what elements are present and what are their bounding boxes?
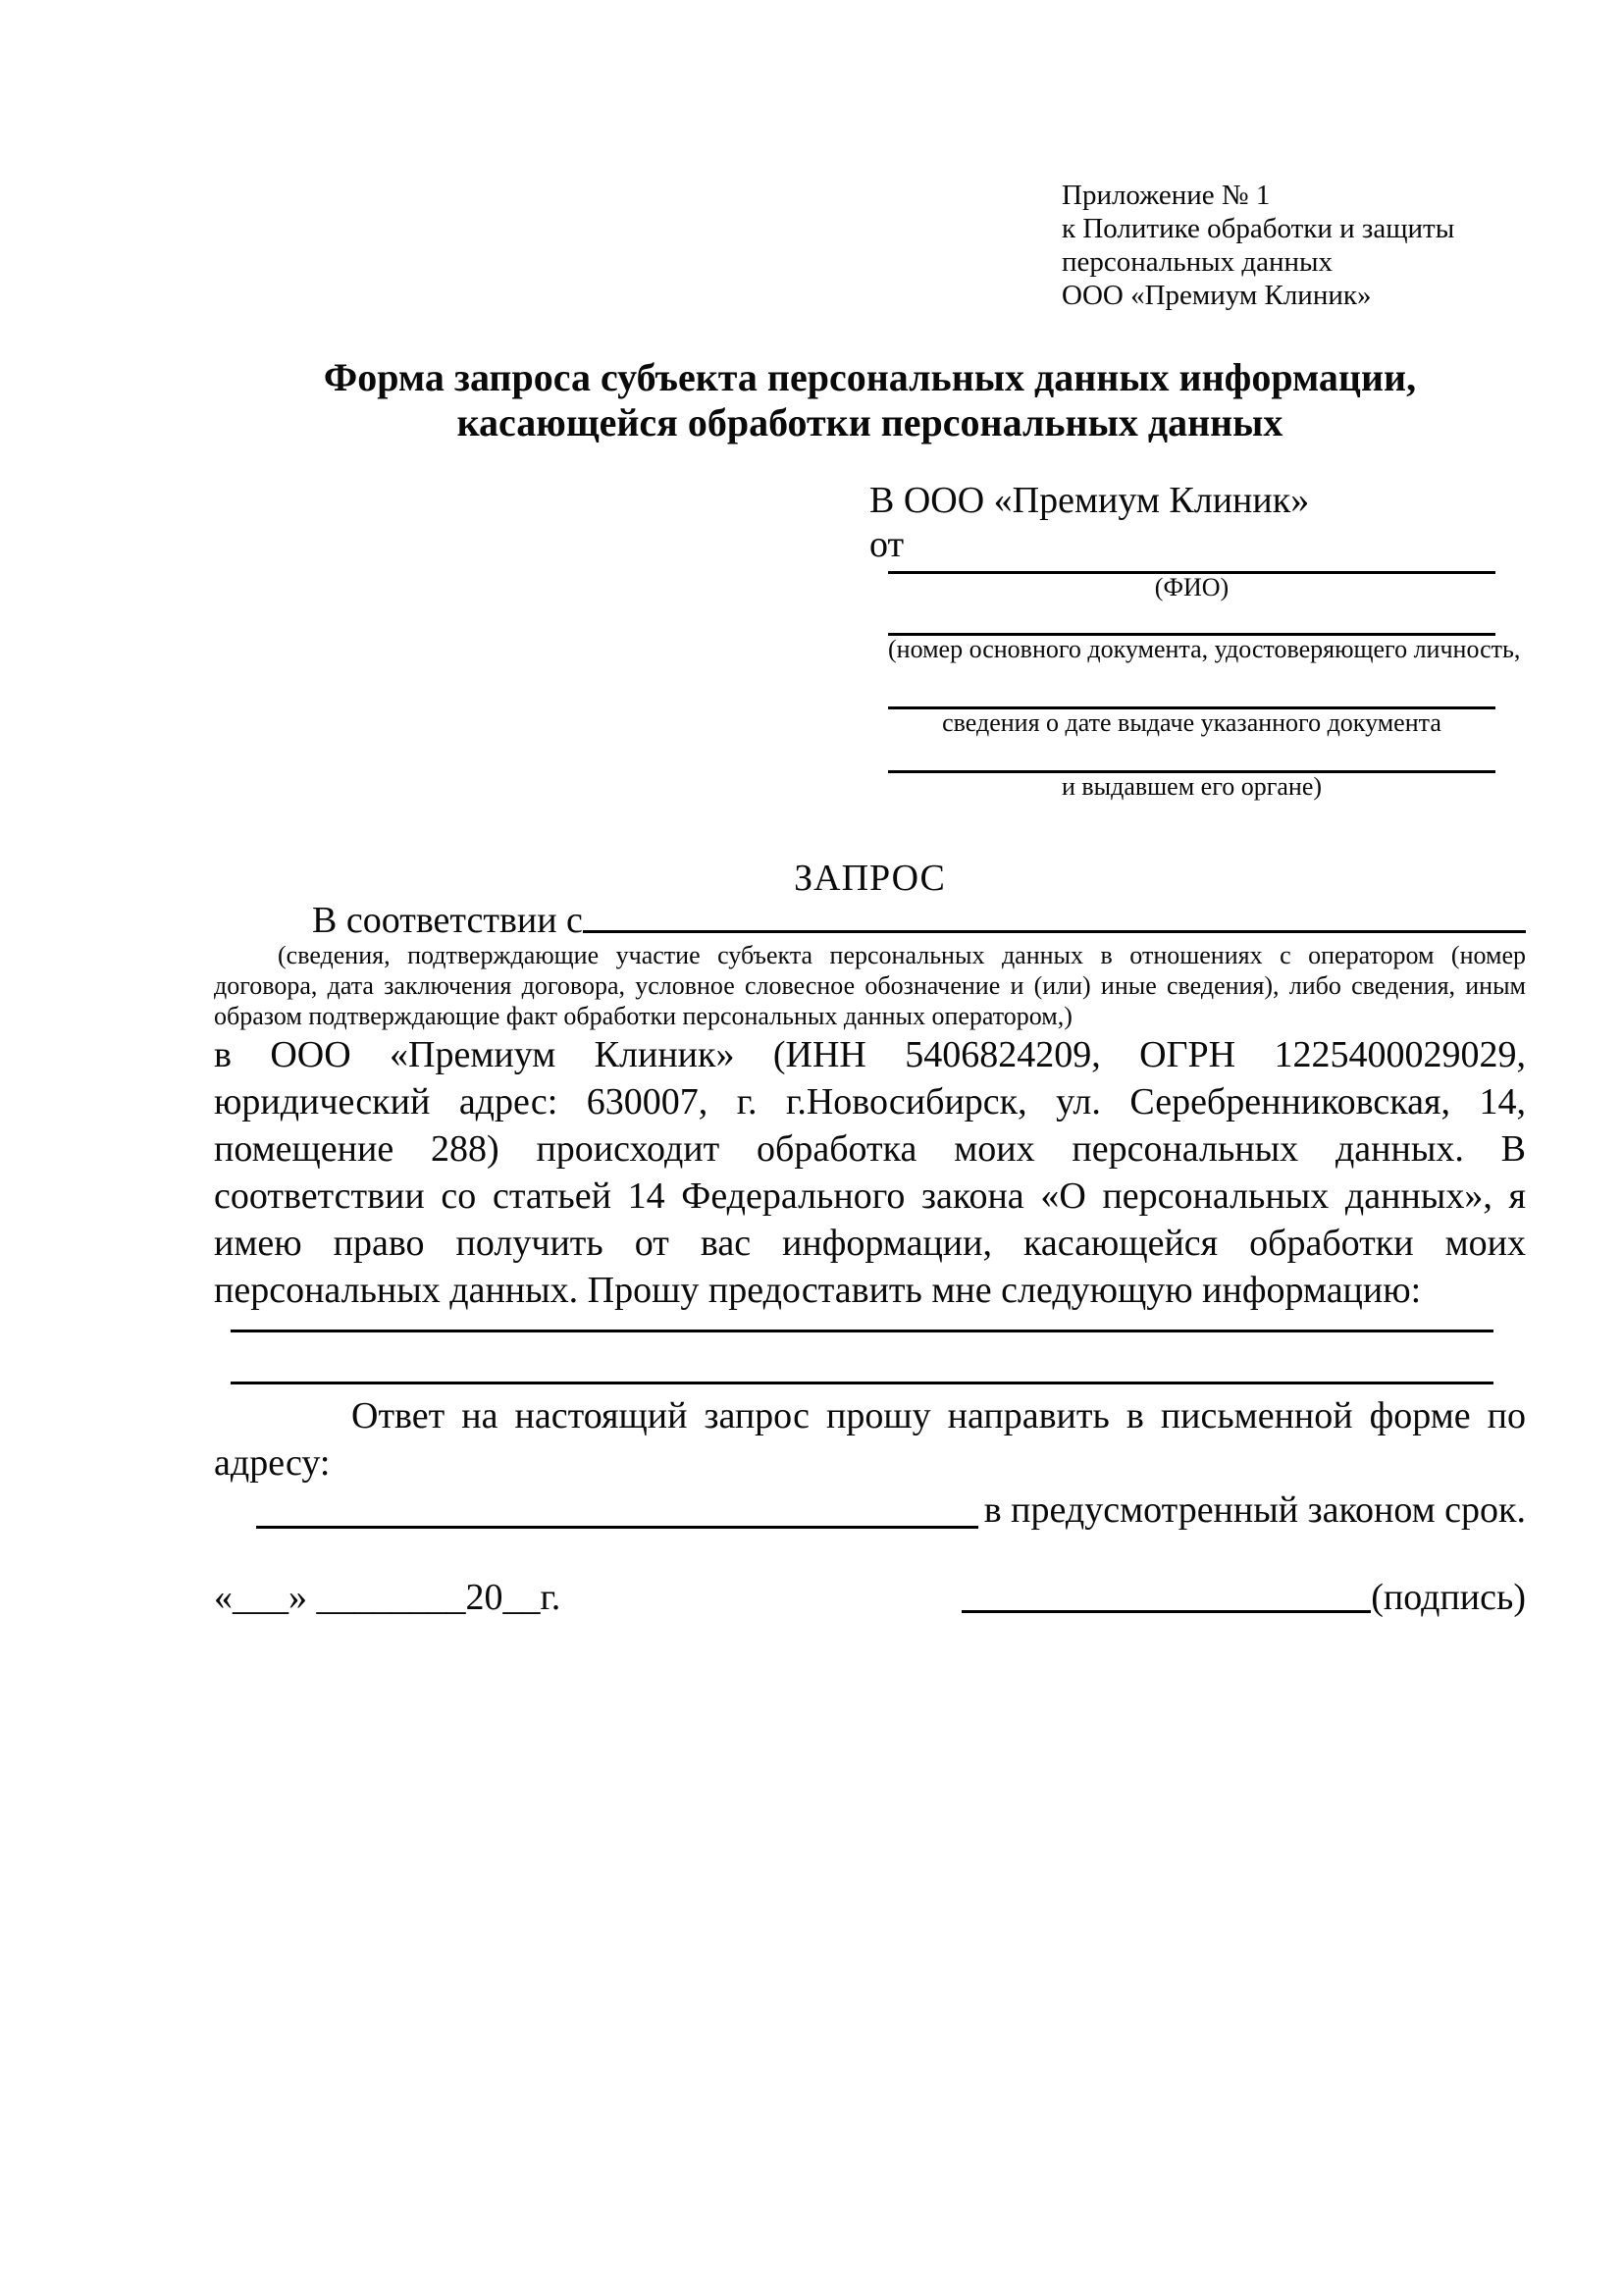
signature-caption: (подпись) bbox=[1371, 1577, 1526, 1618]
issuing-authority-field bbox=[888, 766, 1495, 801]
basis-fill-line[interactable] bbox=[583, 929, 1526, 933]
appendix-header-line: ООО «Премиум Клиник» bbox=[1062, 280, 1372, 311]
form-title-line-2: касающейся обработки персональных данных bbox=[456, 400, 1283, 444]
addressee-to: В ООО «Премиум Клиник» bbox=[869, 480, 1310, 521]
fio-field bbox=[888, 567, 1495, 601]
request-heading: ЗАПРОС bbox=[794, 858, 946, 899]
requested-info-fill-line-2[interactable] bbox=[231, 1382, 1493, 1384]
issue-date-caption: сведения о дате выдаче указанного документа bbox=[942, 708, 1441, 737]
issue-date-field bbox=[888, 703, 1495, 737]
reply-address-row bbox=[256, 1487, 1526, 1534]
appendix-header bbox=[1062, 179, 1526, 312]
document-number-caption: (номер основного документа, удостоверяющего личность, bbox=[888, 635, 1521, 663]
reply-address-text: Ответ на настоящий запрос прошу направить в письменной форме по адресу: bbox=[214, 1395, 1526, 1484]
appendix-header-line: к Политике обработки и защиты bbox=[1062, 213, 1455, 244]
fio-caption: (ФИО) bbox=[1154, 573, 1230, 601]
appendix-header-line: персональных данных bbox=[1062, 246, 1334, 278]
reply-tail-text: в предусмотренный законом срок. bbox=[983, 1489, 1526, 1531]
signature-fill-line[interactable] bbox=[962, 1609, 1371, 1613]
basis-footnote: (сведения, подтверждающие участие субъекта персональных данных в отношениях с оператором (номер договора, дата заключения договора, условное словесное обозначение и (или) иные сведения), либо сведения, иным образом подтверждающие факт обработки персональных данных оператором,) bbox=[214, 941, 1526, 1030]
issuing-authority-caption: и выдавшем его органе) bbox=[1061, 772, 1323, 801]
address-fill-line[interactable] bbox=[256, 1525, 978, 1529]
form-title-line-1: Форма запроса субъекта персональных данных информации, bbox=[323, 355, 1417, 399]
requested-info-fill-line-1[interactable] bbox=[231, 1330, 1493, 1332]
addressee-from-label: от bbox=[869, 524, 905, 565]
form-title bbox=[214, 355, 1526, 445]
addressee-block bbox=[869, 479, 1526, 801]
appendix-header-line: Приложение № 1 bbox=[1062, 180, 1271, 211]
basis-row bbox=[214, 901, 1526, 940]
document-number-field bbox=[888, 629, 1521, 663]
date-blank-text: «___» ________20__г. bbox=[214, 1577, 561, 1618]
request-body-text: в ООО «Премиум Клиник» (ИНН 5406824209, ОГРН 1225400029029, юридический адрес: 630007, г. г.Новосибирск, ул. Серебренниковская, 14, помещение 288) происходит обработка моих персональных данных. В соответствии со статьей 14 Федерального закона «О персональных данных», я имею право получить от вас информации, касающейся обработки моих персональных данных. Прошу предоставить мне следующую информацию: bbox=[214, 1034, 1526, 1311]
basis-label: В соответствии с bbox=[312, 900, 583, 941]
signoff-row bbox=[214, 1575, 1526, 1620]
